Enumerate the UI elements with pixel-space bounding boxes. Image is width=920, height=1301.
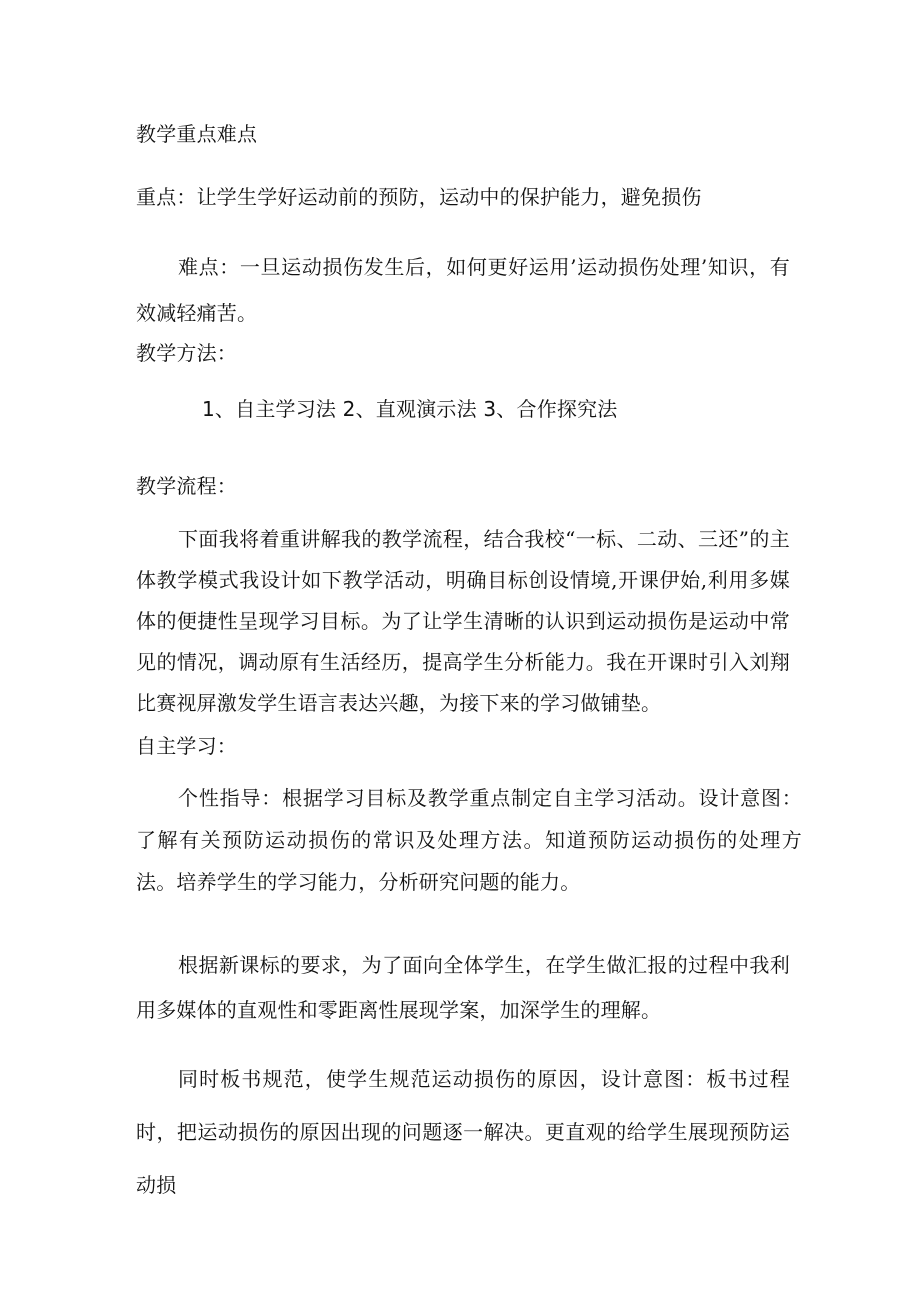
difficulty-paragraph: 难点：一旦运动损伤发生后，如何更好运用’运动损伤处理’知识，有效减轻痛苦。	[136, 255, 790, 325]
method-list: 1、自主学习法 2、直观演示法 3、合作探究法	[202, 397, 618, 421]
method-heading: 教学方法：	[136, 341, 237, 365]
focus-heading: 教学重点难点	[136, 122, 258, 146]
key-point-paragraph: 重点：让学生学好运动前的预防，运动中的保护能力，避免损伤	[136, 185, 702, 209]
multimedia-paragraph: 根据新课标的要求，为了面向全体学生，在学生做汇报的过程中我利用多媒体的直观性和零距离性展现学案，加深学生的理解。	[136, 953, 790, 1022]
board-paragraph: 同时板书规范，使学生规范运动损伤的原因，设计意图：板书过程时，把运动损伤的原因出现的问题逐一解决。更直观的给学生展现预防运动损	[136, 1067, 790, 1197]
guidance-paragraph: 个性指导：根据学习目标及教学重点制定自主学习活动。设计意图：了解有关预防运动损伤的常识及处理方法。知道预防运动损伤的处理方法。培养学生的学习能力，分析研究问题的能力。	[136, 786, 802, 894]
self-study-heading: 自主学习：	[136, 734, 237, 758]
process-heading: 教学流程：	[136, 474, 237, 498]
process-paragraph: 下面我将着重讲解我的教学流程，结合我校“一标、二动、三还”的主体教学模式我设计如下教学活动，明确目标创设情境,开课伊始,利用多媒体的便捷性呈现学习目标。为了让学生清晰的认识到运动损伤是运动中常见的情况，调动原有生活经历，提高学生分析能力。我在开课时引入刘翔比赛视屏激发学生语言表达兴趣，为接下来的学习做铺垫。	[136, 527, 790, 715]
